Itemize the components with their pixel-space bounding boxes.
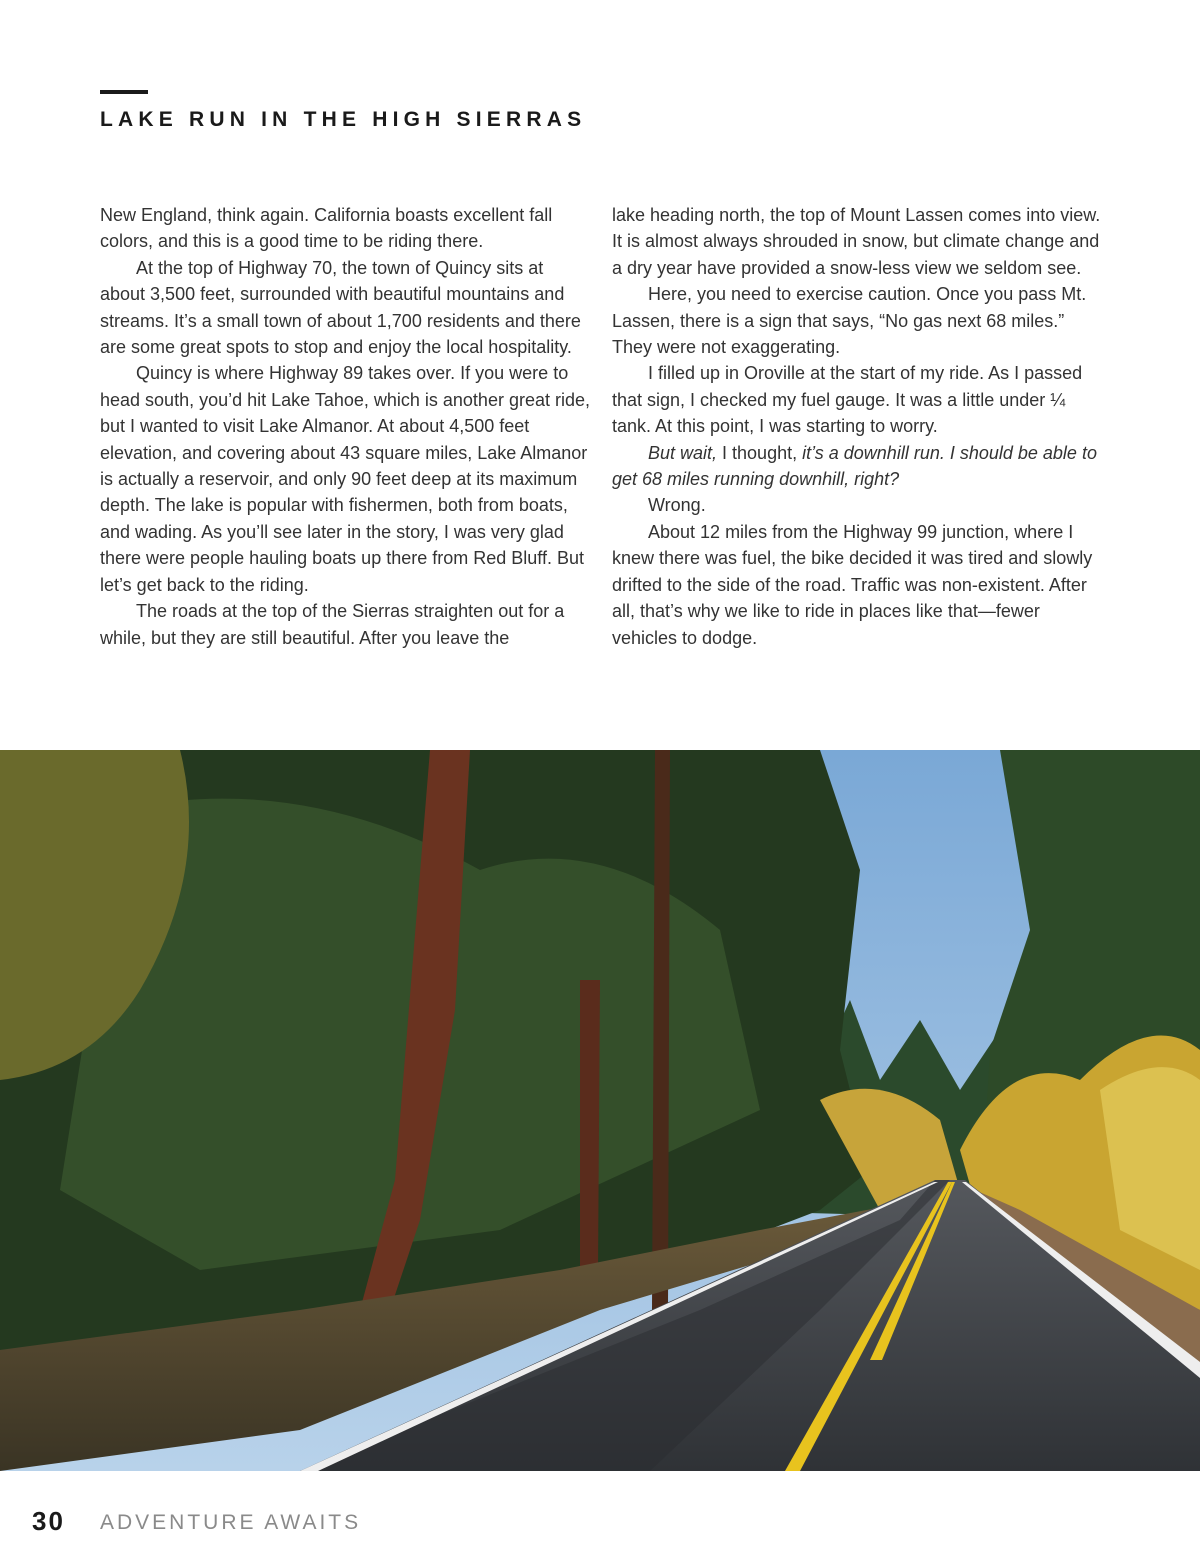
paragraph: New England, think again. California boasts excellent fall colors, and this is a good time to be riding there.	[100, 205, 553, 252]
paragraph: Wrong.	[648, 495, 706, 516]
running-title: ADVENTURE AWAITS	[100, 1511, 362, 1534]
paragraph: The roads at the top of the Sierras straighten out for a while, but they are still beautiful. After you leave the	[100, 601, 565, 648]
paragraph: At the top of Highway 70, the town of Quincy sits at about 3,500 feet, surrounded with beautiful mountains and streams. It’s a small town of about 1,700 residents and there are some great spots to stop and enjoy the local hospitality.	[100, 257, 581, 358]
paragraph: I filled up in Oroville at the start of my ride. As I passed that sign, I checked my fuel gauge. It was a little under ¼ tank. At this point, I was starting to worry.	[612, 363, 1083, 437]
paragraph: About 12 miles from the Highway 99 junction, where I knew there was fuel, the bike decided it was tired and slowly drifted to the side of the road. Traffic was non-existent. After all, that’s why we like to ride in places like that—fewer vehicles to dodge.	[612, 521, 1093, 648]
italic-text: But wait,	[648, 442, 718, 463]
text-column-left	[100, 202, 590, 651]
title-rule	[100, 90, 148, 94]
italic-text: it’s a downhill run. I should be able to get 68 miles running downhill, right?	[612, 442, 1097, 490]
pine-trunk	[652, 750, 670, 1310]
paragraph: Quincy is where Highway 89 takes over. If you were to head south, you’d hit Lake Tahoe, which is another great ride, but I wanted to visit Lake Almanor. At about 4,500 feet elevation, and covering about 43 square miles, Lake Almanor is actually a reservoir, and only 90 feet deep at its maximum depth. The lake is popular with fishermen, both from boats, and wading. As you’ll see later in the story, I was very glad there were people hauling boats up there from Red Bluff. But let’s get back to the riding.	[100, 363, 590, 595]
page-number: 30	[32, 1506, 65, 1536]
paragraph-italic-thought	[612, 440, 1102, 493]
paragraph: Here, you need to exercise caution. Once you pass Mt. Lassen, there is a sign that says, “No gas next 68 miles.” They were not exaggerating.	[612, 284, 1087, 358]
road-photo	[0, 750, 1200, 1471]
paragraph: lake heading north, the top of Mount Lassen comes into view. It is almost always shrouded in snow, but climate change and a dry year have provided a snow-less view we seldom see.	[612, 205, 1101, 278]
text-column-right	[612, 202, 1102, 651]
plain-text: I thought,	[717, 442, 803, 463]
section-title: LAKE RUN IN THE HIGH SIERRAS	[100, 108, 587, 131]
pine-trunk	[580, 980, 600, 1280]
